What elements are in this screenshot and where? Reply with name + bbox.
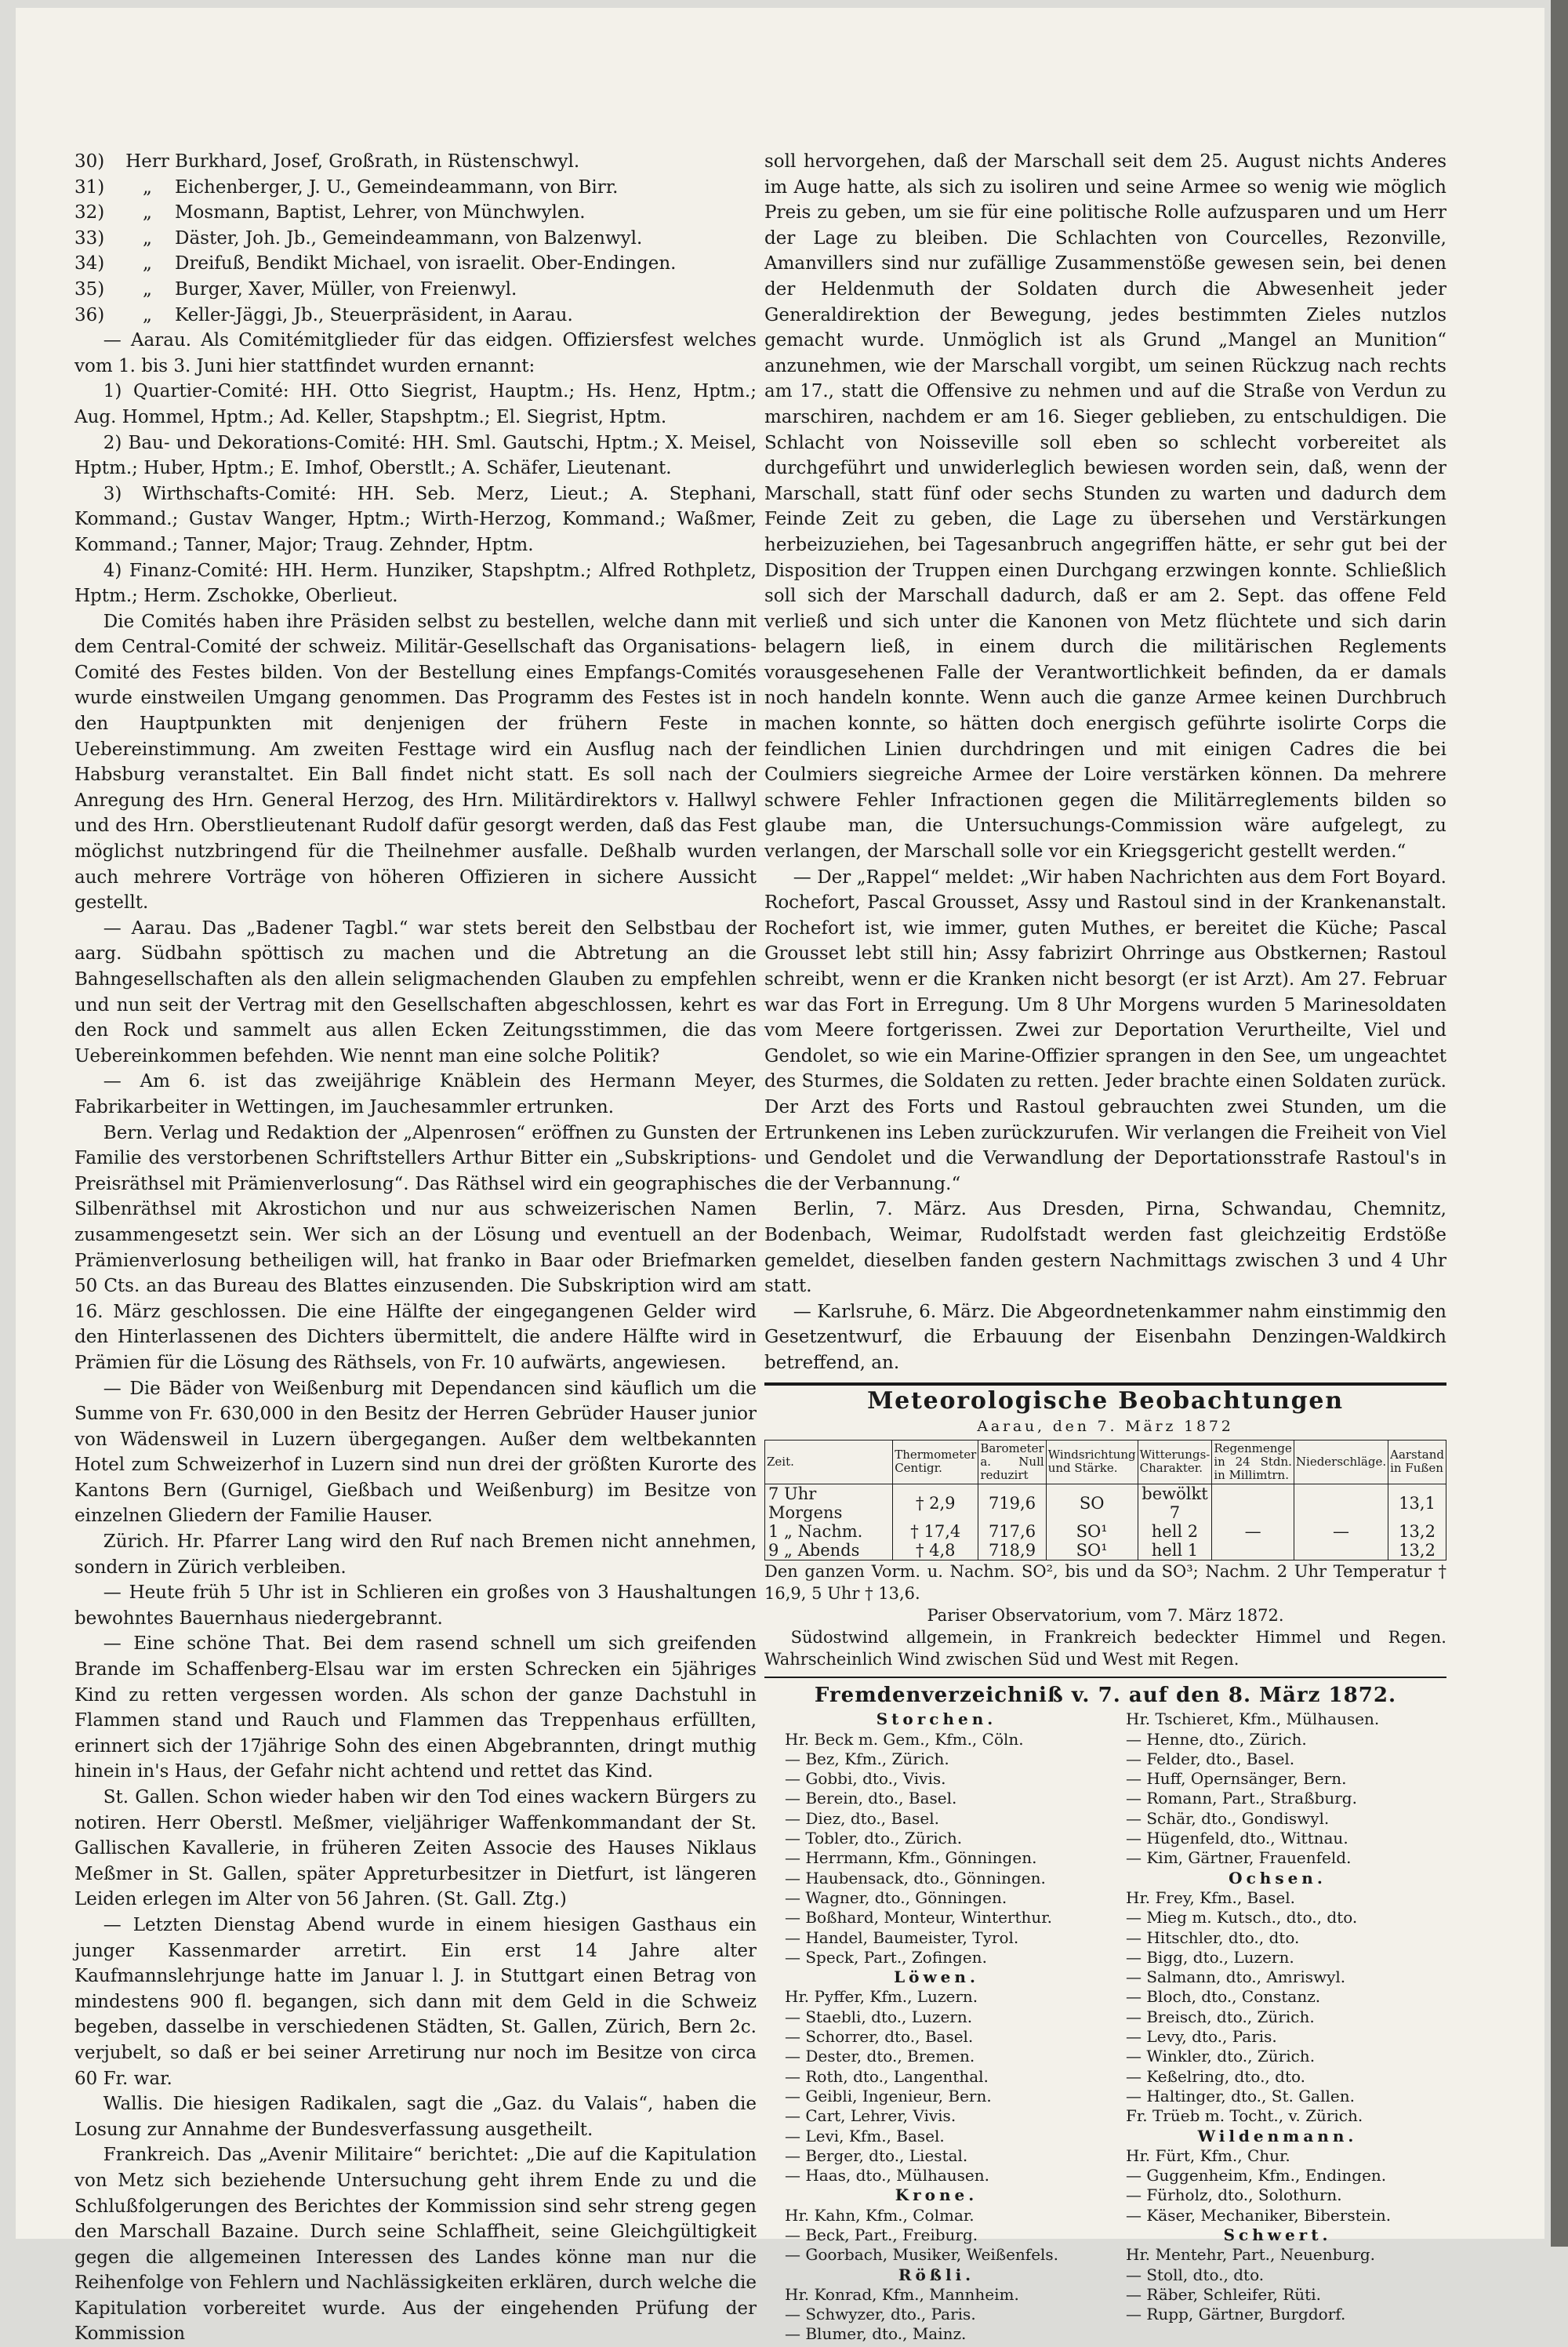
meteo-header: Regenmenge in 24 Stdn. in Millimtrn.	[1212, 1440, 1294, 1484]
list-item: — Diez, dto., Basel.	[785, 1808, 939, 1828]
list-item: — Schorrer, dto., Basel.	[785, 2027, 974, 2047]
table-row: 1 „ Nachm. † 17,4 717,6 SO¹ hell 2 — — 13,2	[765, 1522, 1446, 1541]
paris-text: Südostwind allgemein, in Frankreich bedeckter Himmel und Regen. Wahrscheinlich Wind zwischen Süd und West mit Regen.	[764, 1627, 1446, 1669]
scan-edge	[1551, 0, 1568, 2247]
list-item: — Bloch, dto., Constanz.	[1126, 1987, 1321, 2007]
list-item: Hr. Kahn, Kfm., Colmar.	[785, 2205, 975, 2225]
list-item: 34) „ Dreifuß, Bendikt Michael, von israelit. Ober-Endingen.	[74, 253, 677, 274]
list-item: 33) „ Däster, Joh. Jb., Gemeindeammann, von Balzenwyl.	[74, 227, 643, 249]
list-item: — Haubensack, dto., Gönningen.	[785, 1868, 1046, 1887]
list-item: — Bez, Kfm., Zürich.	[785, 1749, 949, 1768]
list-item: — Roth, dto., Langenthal.	[785, 2066, 989, 2086]
list-item: — Fürholz, dto., Solothurn.	[1126, 2185, 1342, 2205]
article-paragraph: Bern. Verlag und Redaktion der „Alpenrosen“ eröffnen zu Gunsten der Familie des verstorbenen Schriftstellers Arthur Bitter ein „Subskriptions-Preisräthsel mit Prämienverlosung“. Das Räthsel wird ein geographisches Silbenräthsel mit Akrostichon und nur aus schweizerischen Namen zusammengesetzt sein. Wer sich an der Lösung und eventuell an der Prämienverlosung betheiligen will, hat franko in Baar oder Briefmarken 50 Cts. an das Bureau des Blattes einzusenden. Die Subskription wird am 16. März geschlossen. Die eine Hälfte der eingegangenen Gelder wird den Hinterlassenen des Dichters übermittelt, die andere Hälfte wird in Prämien für die Lösung des Räthsels, von Fr. 10 aufwärts, angewiesen.	[74, 1122, 757, 1373]
list-item: — Speck, Part., Zofingen.	[785, 1947, 987, 1967]
meteo-header: Windsrichtung und Stärke.	[1046, 1440, 1138, 1484]
hotel-heading: Storchen.	[876, 1709, 997, 1729]
list-item: — Kim, Gärtner, Frauenfeld.	[1126, 1848, 1352, 1868]
list-item: — Keßelring, dto., dto.	[1126, 2066, 1306, 2086]
meteo-header: Thermometer Centigr.	[893, 1440, 978, 1484]
frankreich-paragraph: Frankreich. Das „Avenir Militaire“ berichtet: „Die auf die Kapitulation von Metz sich beziehende Untersuchung geht ihrem Ende zu und die Schlußfolgerungen des Berichtes der Kommission sind sehr streng gegen den Marschall Bazaine. Durch seine Schlaffheit, seine Gleichgültigkeit gegen die allgemeinen Interessen des Landes könne man nur die Reihenfolge von Fehlern und Nachlässigkeiten erklären, durch welche die Kapitulation vorbereitet wurde. Aus der eingehenden Prüfung der Kommission	[74, 2145, 757, 2345]
right-column	[764, 149, 1446, 2345]
list-item: — Hügenfeld, dto., Wittnau.	[1126, 1829, 1348, 1848]
list-item: — Cart, Lehrer, Vivis.	[785, 2106, 956, 2126]
hotel-heading: Rößli.	[898, 2265, 975, 2284]
list-item: — Handel, Baumeister, Tyrol.	[785, 1927, 1019, 1947]
meteo-header-row	[765, 1440, 1446, 1484]
article-paragraph: Berlin, 7. März. Aus Dresden, Pirna, Schwandau, Chemnitz, Bodenbach, Weimar, Rudolfstadt werden fast gleichzeitig Erdstöße gemeldet, dieselben fanden gestern Nachmittags zwischen 3 und 4 Uhr statt.	[764, 1199, 1446, 1297]
list-item: — Beck, Part., Freiburg.	[785, 2225, 978, 2244]
committee-list	[74, 149, 757, 328]
fremden-title: Fremdenverzeichniß v. 7. auf den 8. März 1872.	[814, 1683, 1397, 1707]
list-item: — Bigg, dto., Luzern.	[1126, 1947, 1294, 1967]
fremden-left-column	[764, 1709, 1105, 2345]
list-item: — Stoll, dto., dto.	[1126, 2265, 1265, 2284]
article-paragraph: Zürich. Hr. Pfarrer Lang wird den Ruf nach Bremen nicht annehmen, sondern in Zürich verbleiben.	[74, 1531, 757, 1578]
list-item: — Boßhard, Monteur, Winterthur.	[785, 1908, 1053, 1927]
list-item: — Guggenheim, Kfm., Endingen.	[1126, 2166, 1387, 2185]
list-item: — Breisch, dto., Zürich.	[1126, 2007, 1315, 2026]
list-item: — Levy, dto., Paris.	[1126, 2027, 1277, 2047]
article-paragraph: 3) Wirthschafts-Comité: HH. Seb. Merz, Lieut.; A. Stephani, Kommand.; Gustav Wanger, Hptm.; Wirth-Herzog, Kommand.; Waßmer, Kommand.; Tanner, Major; Traug. Zehnder, Hptm.	[74, 483, 757, 555]
list-item: — Schär, dto., Gondiswyl.	[1126, 1808, 1330, 1828]
list-item: — Mieg m. Kutsch., dto., dto.	[1126, 1908, 1358, 1927]
paris-heading: Pariser Observatorium, vom 7. März 1872.	[927, 1605, 1284, 1625]
list-item: 32) „ Mosmann, Baptist, Lehrer, von Münchwylen.	[74, 202, 586, 223]
article-paragraph: St. Gallen. Schon wieder haben wir den Tod eines wackern Bürgers zu notiren. Herr Oberstl. Meßmer, vieljähriger Waffenkommandant der St. Gallischen Kavallerie, in früheren Zeiten Associe des Hauses Niklaus Meßmer in St. Gallen, später Appreturbesitzer in Dietfurt, ist längeren Leiden erlegen im Alter von 56 Jahren. (St. Gall. Ztg.)	[74, 1787, 757, 1910]
article-paragraph: — Aarau. Als Comitémitglieder für das eidgen. Offiziersfest welches vom 1. bis 3. Juni hier stattfindet wurden ernannt:	[74, 330, 757, 376]
article-paragraph: Wallis. Die hiesigen Radikalen, sagt die „Gaz. du Valais“, haben die Losung zur Annahme der Bundesverfassung ausgetheilt.	[74, 2094, 757, 2140]
list-item: — Käser, Mechaniker, Biberstein.	[1126, 2205, 1392, 2225]
article-paragraph: — Letzten Dienstag Abend wurde in einem hiesigen Gasthaus ein junger Kassenmarder arretirt. Ein erst 14 Jahre alter Kaufmannslehrjunge hatte im Januar l. J. in Stuttgart einen Betrag von mindestens 900 fl. begangen, sich dann mit dem Geld in die Schweiz begeben, dasselbe in verschiedenen Städten, St. Gallen, Zürich, Bern 2c. verjubelt, so daß er bei seiner Arretirung nur noch im Besitze von circa 60 Fr. war.	[74, 1914, 757, 2089]
meteo-header: Zeit.	[765, 1440, 893, 1484]
section-divider	[764, 1382, 1446, 1386]
article-paragraph: soll hervorgehen, daß der Marschall seit dem 25. August nichts Anderes im Auge hatte, als sich zu isoliren und seine Armee so wenig wie möglich Preis zu geben, um sie für eine politische Rolle aufzusparen und um Herr der Lage zu bleiben. Die Schlachten von Courcelles, Rezonville, Amanvillers sind nur zufällige Zusammenstöße gewesen sein, bei denen der Heldenmuth der Soldaten durch die Abwesenheit jeder Generaldirektion der Bewegung, jedes bestimmten Zieles nutzlos gemacht wurde. Unmöglich ist als Grund „Mangel an Munition“ anzunehmen, wie der Marschall vorgibt, um seinen Rückzug nach rechts am 17., statt die Offensive zu nehmen und auf die Straße von Verdun zu marschiren, nachdem er am 16. Sieger geblieben, zu entschuldigen. Die Schlacht von Noisseville soll eben so schlecht vorbereitet als durchgeführt und unwiderleglich bewiesen worden sein, daß, wenn der Marschall, statt fünf oder sechs Stunden zu warten und dadurch dem Feinde Zeit zu geben, die Lage zu übersehen und Verstärkungen herbeizuziehen, bei Tagesanbruch angegriffen hätte, er sehr gut bei der Disposition der Truppen einen Durchgang erzwingen konnte. Schließlich soll sich der Marschall dadurch, daß er am 2. Sept. das offene Feld verließ und sich unter die Kanonen von Metz flüchtete und sich darin belagern ließ, in einem durch die militärischen Reglements vorausgesehenen Falle der Verantwortlichkeit befinden, da er damals noch handeln konnte. Wenn auch die ganze Armee keinen Durchbruch machen konnte, so hätten doch energisch geführte isolirte Corps die feindlichen Linien durchdringen und mit einigen Cadres die bei Coulmiers siegreiche Armee der Loire verstärken können. Da mehrere schwere Fehler Infractionen gegen die Militärreglements bilden so glaube man, die Untersuchungs-Commission wäre aufgelegt, zu verlangen, der Marschall solle vor ein Kriegsgericht gestellt werden.“	[764, 151, 1446, 863]
list-item: — Levi, Kfm., Basel.	[785, 2126, 945, 2145]
list-item: — Romann, Part., Straßburg.	[1126, 1789, 1357, 1808]
fremden-right-column	[1105, 1709, 1446, 2345]
list-item: Hr. Fürt, Kfm., Chur.	[1126, 2145, 1290, 2165]
list-item: — Räber, Schleifer, Rüti.	[1126, 2284, 1321, 2304]
article-paragraph: — Der „Rappel“ meldet: „Wir haben Nachrichten aus dem Fort Boyard. Rochefort, Pascal Grousset, Assy und Rastoul sind in der Krankenanstalt. Rochefort ist, wie immer, guten Muthes, er bereitet die Küche; Pascal Grousset lebt still hin; Assy fabrizirt Ohrringe aus Obstkernen; Rastoul schreibt, wenn er die Kranken nicht besorgt (er ist Arzt). Am 27. Februar war das Fort in Erregung. Um 8 Uhr Morgens wurden 5 Marinesoldaten vom Meere fortgerissen. Zwei zur Deportation Verurtheilte, Viel und Gendolet, so wie ein Marine-Offizier sprangen in den See, um ungeachtet des Sturmes, die Soldaten zu retten. Jeder brachte einen Soldaten zurück. Der Arzt des Forts und Rastoul gebrauchten zwei Stunden, um die Ertrunkenen ins Leben zurückzurufen. Wir verlangen die Freiheit von Viel und Gendolet und die Verwandlung der Deportationsstrafe Rastoul's in die der Verbannung.“	[764, 867, 1446, 1194]
list-item: — Dester, dto., Bremen.	[785, 2047, 975, 2066]
meteo-subtitle: Aarau, den 7. März 1872	[977, 1418, 1234, 1436]
meteo-header: Niederschläge.	[1294, 1440, 1388, 1484]
list-item: — Herrmann, Kfm., Gönningen.	[785, 1848, 1037, 1868]
list-item: 30) Herr Burkhard, Josef, Großrath, in Rüstenschwyl.	[74, 151, 580, 172]
list-item: — Haas, dto., Mülhausen.	[785, 2166, 990, 2185]
list-item: Hr. Frey, Kfm., Basel.	[1126, 1887, 1296, 1907]
hotel-heading: Ochsen.	[1229, 1868, 1327, 1887]
list-item: — Haltinger, dto., St. Gallen.	[1126, 2086, 1355, 2105]
section-divider	[764, 1677, 1446, 1678]
hotel-heading: Wildenmann.	[1197, 2126, 1358, 2145]
hotel-heading: Löwen.	[894, 1967, 979, 1987]
article-paragraph: 4) Finanz-Comité: HH. Herm. Hunziker, Stapshptm.; Alfred Rothpletz, Hptm.; Herm. Zschokke, Oberlieut.	[74, 560, 757, 607]
list-item: — Berein, dto., Basel.	[785, 1789, 957, 1808]
meteo-header: Aarstand in Fußen	[1388, 1440, 1446, 1484]
list-item: — Felder, dto., Basel.	[1126, 1749, 1295, 1768]
list-item: — Staebli, dto., Luzern.	[785, 2007, 973, 2026]
list-item: — Schwyzer, dto., Paris.	[785, 2305, 976, 2324]
list-item: — Winkler, dto., Zürich.	[1126, 2047, 1316, 2066]
list-item: — Huff, Opernsänger, Bern.	[1126, 1769, 1347, 1789]
article-paragraph: — Karlsruhe, 6. März. Die Abgeordnetenkammer nahm einstimmig den Gesetzentwurf, die Erbauung der Eisenbahn Denzingen-Waldkirch betreffend, an.	[764, 1301, 1446, 1373]
list-item: — Gobbi, dto., Vivis.	[785, 1769, 946, 1789]
list-item: — Blumer, dto., Mainz.	[785, 2324, 967, 2344]
list-item: — Tobler, dto., Zürich.	[785, 1829, 963, 1848]
list-item: Hr. Konrad, Kfm., Mannheim.	[785, 2284, 1019, 2304]
article-paragraph: 1) Quartier-Comité: HH. Otto Siegrist, Hauptm.; Hs. Henz, Hptm.; Aug. Hommel, Hptm.; Ad. Keller, Stapshptm.; El. Siegrist, Hptm.	[74, 381, 757, 427]
left-column	[74, 149, 757, 2347]
hotel-heading: Krone.	[895, 2185, 978, 2205]
article-paragraph: — Aarau. Das „Badener Tagbl.“ war stets bereit den Selbstbau der aarg. Südbahn spöttisch zu machen und die Abtretung an die Bahngesellschaften als den allein seligmachenden Glauben zu empfehlen und nun seit der Vertrag mit den Gesellschaften abgeschlossen, kehrt es den Rock und sammelt aus allen Ecken Zeitungsstimmen, die das Uebereinkommen befehden. Wie nennt man eine solche Politik?	[74, 917, 757, 1066]
hotel-heading: Schwert.	[1223, 2225, 1332, 2244]
list-item: Hr. Mentehr, Part., Neuenburg.	[1126, 2245, 1376, 2265]
list-item: 36) „ Keller-Jäggi, Jb., Steuerpräsident, in Aarau.	[74, 304, 573, 325]
list-item: — Rupp, Gärtner, Burgdorf.	[1126, 2305, 1346, 2324]
table-row: 7 Uhr Morgens † 2,9 719,6 SO bewölkt 7 13,1	[765, 1484, 1446, 1522]
meteo-title: Meteorologische Beobachtungen	[867, 1386, 1344, 1415]
list-item: — Goorbach, Musiker, Weißenfels.	[785, 2245, 1059, 2265]
fremden-list	[764, 1709, 1446, 2345]
list-item: Hr. Pyffer, Kfm., Luzern.	[785, 1987, 978, 2007]
article-paragraph: — Eine schöne That. Bei dem rasend schnell um sich greifenden Brande im Schaffenberg-Elsau war im ersten Schrecken ein 5jähriges Kind zu retten vergessen worden. Als schon der ganze Dachstuhl in Flammen stand und Rauch und Flammen das Treppenhaus erfüllten, erinnert sich der 17jährige Sohn des einen Abgebrannten, dringt muthig hinein in's Haus, der Gefahr nicht achtend und rettet das Kind.	[74, 1633, 757, 1782]
list-item: — Geibli, Ingenieur, Bern.	[785, 2086, 992, 2105]
list-item: — Hitschler, dto., dto.	[1126, 1927, 1300, 1947]
meteo-header: Barometer a. Null reduzirt	[978, 1440, 1046, 1484]
article-paragraph: — Heute früh 5 Uhr ist in Schlieren ein großes von 3 Haushaltungen bewohntes Bauernhaus niedergebrannt.	[74, 1582, 757, 1629]
list-item: Hr. Beck m. Gem., Kfm., Cöln.	[785, 1729, 1024, 1749]
list-item: 35) „ Burger, Xaver, Müller, von Freienwyl.	[74, 278, 517, 300]
table-row: 9 „ Abends † 4,8 718,9 SO¹ hell 1 13,2	[765, 1541, 1446, 1560]
list-item: — Wagner, dto., Gönningen.	[785, 1887, 1007, 1907]
list-item: Fr. Trüeb m. Tocht., v. Zürich.	[1126, 2106, 1363, 2126]
meteo-footnote: Den ganzen Vorm. u. Nachm. SO², bis und da SO³; Nachm. 2 Uhr Temperatur † 16,9, 5 Uhr † 13,6.	[764, 1561, 1446, 1603]
article-paragraph: — Am 6. ist das zweijährige Knäblein des Hermann Meyer, Fabrikarbeiter in Wettingen, im Jauchesammler ertrunken.	[74, 1071, 757, 1117]
meteo-header: Witterungs-Charakter.	[1138, 1440, 1212, 1484]
list-item: 31) „ Eichenberger, J. U., Gemeindeammann, von Birr.	[74, 176, 619, 198]
newspaper-page	[16, 8, 1544, 2345]
list-item: — Berger, dto., Liestal.	[785, 2145, 968, 2165]
article-paragraph: — Die Bäder von Weißenburg mit Dependancen sind käuflich um die Summe von Fr. 630,000 in den Besitz der Herren Gebrüder Hauser junior von Wädensweil in Luzern übergegangen. Außer dem weltbekannten Hotel zum Schweizerhof in Luzern sind nun drei der größten Kurorte des Kantons Bern (Gurnigel, Gießbach und Weißenburg) im Besitze von einzelnen Gliedern der Familie Hauser.	[74, 1378, 757, 1527]
list-item: Hr. Tschieret, Kfm., Mülhausen.	[1126, 1709, 1380, 1729]
list-item: — Henne, dto., Zürich.	[1126, 1729, 1307, 1749]
article-paragraph: 2) Bau- und Dekorations-Comité: HH. Sml. Gautschi, Hptm.; X. Meisel, Hptm.; Huber, Hptm.; E. Imhof, Oberstlt.; A. Schäfer, Lieutenant.	[74, 432, 757, 479]
article-paragraph: Die Comités haben ihre Präsiden selbst zu bestellen, welche dann mit dem Central-Comité der schweiz. Militär-Gesellschaft das Organisations-Comité des Festes bilden. Von der Bestellung eines Empfangs-Comités wurde einstweilen Umgang genommen. Das Programm des Festes ist in den Hauptpunkten mit denjenigen der frühern Feste in Uebereinstimmung. Am zweiten Festtage wird ein Ausflug nach der Habsburg veranstaltet. Ein Ball findet nicht statt. Es soll nach der Anregung des Hrn. General Herzog, des Hrn. Militärdirektors v. Hallwyl und des Hrn. Oberstlieutenant Rudolf dafür gesorgt werden, daß das Fest möglichst nutzbringend für die Theilnehmer ausfalle. Deßhalb wurden auch mehrere Vorträge von höheren Offizieren in sichere Aussicht gestellt.	[74, 611, 757, 914]
list-item: — Salmann, dto., Amriswyl.	[1126, 1967, 1346, 1987]
meteo-table	[764, 1440, 1446, 1560]
